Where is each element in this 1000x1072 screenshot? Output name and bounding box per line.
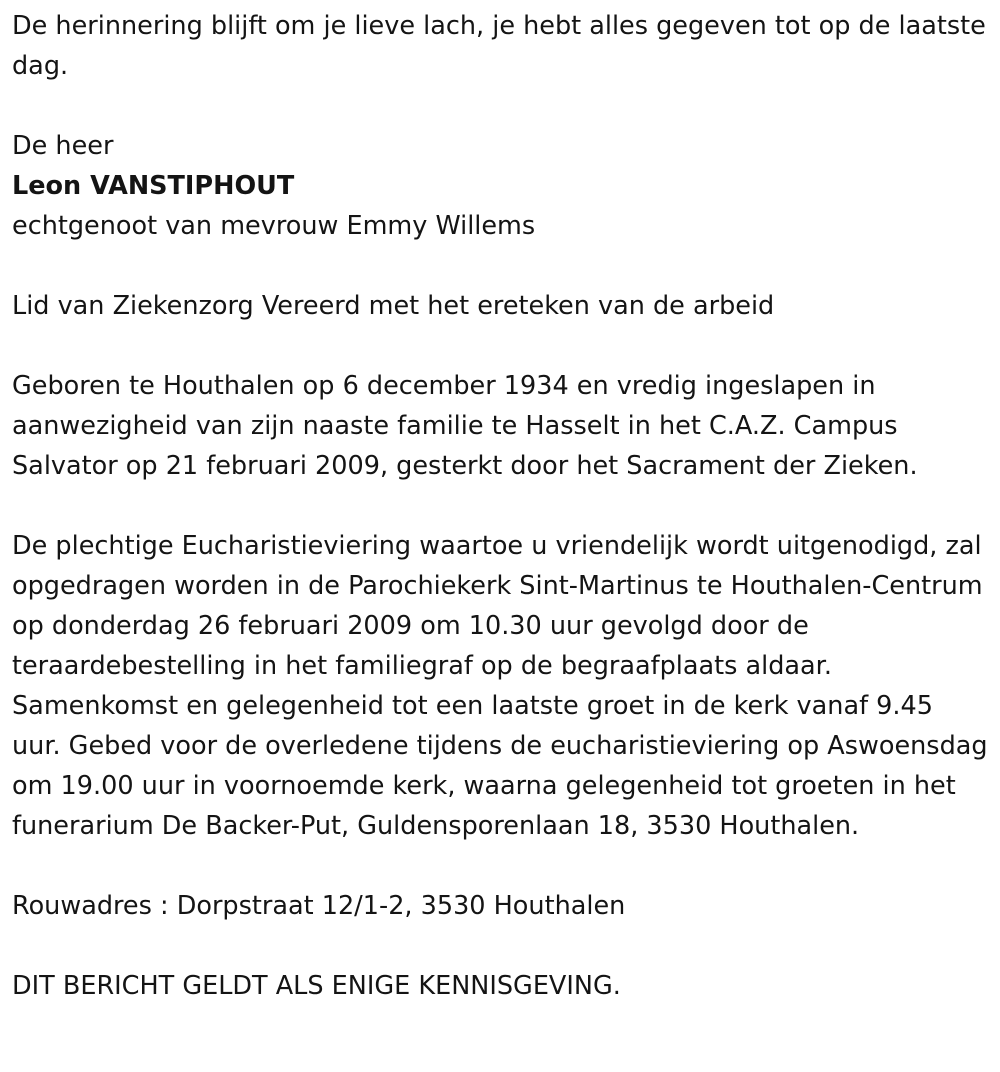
spacer xyxy=(12,246,988,286)
address-text: Rouwadres : Dorpstraat 12/1-2, 3530 Houthalen xyxy=(12,891,626,921)
membership-text: Lid van Ziekenzorg Vereerd met het ereteken van de arbeid xyxy=(12,291,775,321)
birth-death-text: Geboren te Houthalen op 6 december 1934 en vredig ingeslapen in aanwezigheid van zijn naaste familie te Hasselt in het C.A.Z. Campus Salvator op 21 februari 2009, gesterkt door het Sacrament der Zieken. xyxy=(12,371,918,481)
spacer xyxy=(12,486,988,526)
spacer xyxy=(12,846,988,886)
spacer xyxy=(12,326,988,366)
deceased-name: Leon VANSTIPHOUT xyxy=(12,171,295,201)
closing-text: DIT BERICHT GELDT ALS ENIGE KENNISGEVING. xyxy=(12,971,621,1001)
honorific-text: De heer xyxy=(12,131,114,161)
spouse-text: echtgenoot van mevrouw Emmy Willems xyxy=(12,211,536,241)
service-text: De plechtige Eucharistieviering waartoe u vriendelijk wordt uitgenodigd, zal opgedragen worden in de Parochiekerk Sint-Martinus te Houthalen-Centrum op donderdag 26 februari 2009 om 10.30 uur gevolgd door de teraardebestelling in het familiegraf op de begraafplaats aldaar. Samenkomst en gelegenheid tot een laatste groet in de kerk vanaf 9.45 uur. Gebed voor de overledene tijdens de eucharistieviering op Aswoensdag om 19.00 uur in voornoemde kerk, waarna gelegenheid tot groeten in het funerarium De Backer-Put, Guldensporenlaan 18, 3530 Houthalen. xyxy=(12,531,988,841)
spacer xyxy=(12,86,988,126)
motto-text: De herinnering blijft om je lieve lach, je hebt alles gegeven tot op de laatste dag. xyxy=(12,11,986,81)
spacer xyxy=(12,926,988,966)
